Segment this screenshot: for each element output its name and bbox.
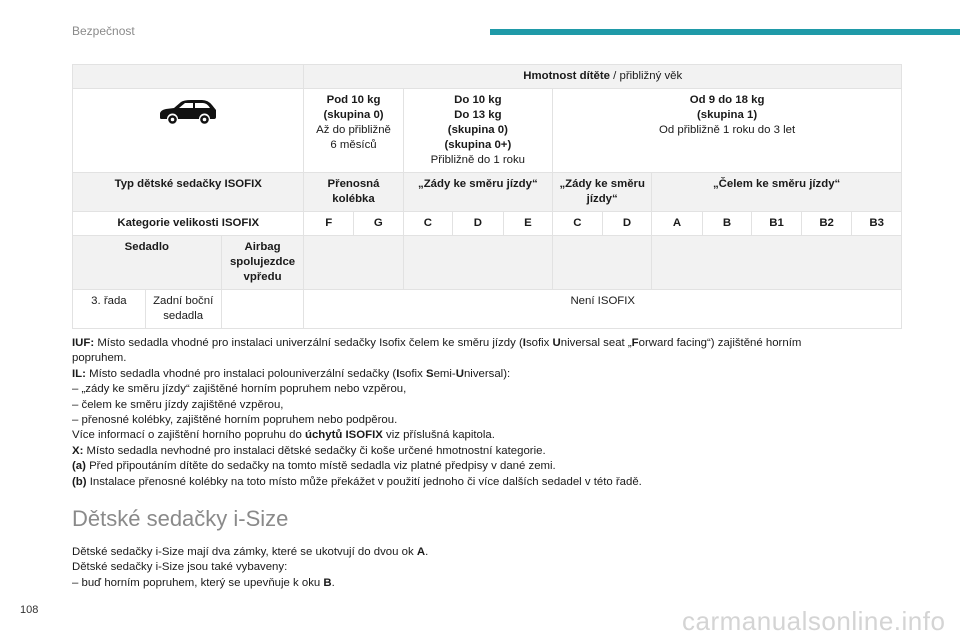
group-0plus-name-1: (skupina 0) bbox=[447, 124, 508, 136]
note-text: orward facing“) zajištěné horním bbox=[638, 337, 802, 349]
size-cell: F bbox=[304, 212, 354, 236]
note-bold: úchytů ISOFIX bbox=[305, 429, 383, 442]
group-0plus-weight-1: Do 10 kg bbox=[454, 94, 502, 106]
note-text: Instalace přenosné kolébky na toto místo může překážet v použití jednoho či více dalších sedadel v této řadě. bbox=[86, 475, 642, 488]
group-0plus-age: Přibližně do 1 roku bbox=[430, 154, 526, 166]
side-seats-label bbox=[145, 290, 221, 329]
note-text: sofix bbox=[399, 367, 426, 380]
side-seats-label-2: sedadla bbox=[163, 310, 204, 322]
isize-p3 bbox=[72, 576, 912, 591]
note-il-item-1: – „zády ke směru jízdy“ zajištěné horním popruhem nebo vzpěrou, bbox=[72, 383, 407, 396]
note-label: X: bbox=[72, 444, 84, 457]
size-cell: D bbox=[602, 212, 652, 236]
type-rear-facing-2 bbox=[553, 173, 652, 212]
body-text: Dětské sedačky i-Size mají dva zámky, které se ukotvují do dvou ok bbox=[72, 546, 417, 558]
type-carrycot-2: kolébka bbox=[332, 193, 375, 205]
note-iuf-cont: popruhem. bbox=[72, 352, 127, 365]
not-isofix-cell: Není ISOFIX bbox=[304, 290, 902, 329]
empty-cell bbox=[304, 236, 403, 290]
note-label: IL: bbox=[72, 367, 86, 380]
type-rear-facing-2-line1: „Zády ke směru bbox=[559, 178, 645, 190]
note-text: Před připoutáním dítěte do sedačky na tomto místě sedadla viz platné předpisy v dané zemi. bbox=[85, 460, 556, 473]
note-iuf bbox=[72, 336, 912, 351]
body-text: . bbox=[425, 546, 429, 558]
note-b bbox=[72, 475, 912, 490]
weight-header-rest: / přibližný věk bbox=[610, 70, 683, 82]
isize-heading: Dětské sedačky i-Size bbox=[72, 506, 289, 531]
note-il-item-3: – přenosné kolébky, zajištěné horním popruhem nebo podpěrou. bbox=[72, 414, 398, 427]
note-il-item-2: – čelem ke směru jízdy zajištěné vzpěrou, bbox=[72, 398, 284, 411]
isize-body bbox=[72, 545, 912, 591]
empty-cell bbox=[221, 290, 304, 329]
weight-header-bold: Hmotnost dítěte bbox=[523, 70, 610, 82]
size-cell: D bbox=[453, 212, 504, 236]
group-0plus-weight-2: Do 13 kg bbox=[454, 109, 502, 121]
type-forward-facing: „Čelem ke směru jízdy“ bbox=[652, 173, 902, 212]
note-label: IUF: bbox=[72, 337, 95, 349]
group-0-name: (skupina 0) bbox=[323, 109, 384, 121]
note-text: emi- bbox=[433, 367, 456, 380]
note-a bbox=[72, 459, 912, 474]
isofix-table bbox=[72, 64, 902, 329]
group-0-weight: Pod 10 kg bbox=[326, 94, 381, 106]
note-label: (a) bbox=[72, 460, 86, 473]
note-text: sofix bbox=[525, 337, 553, 349]
note-text: viz příslušná kapitola. bbox=[382, 429, 495, 442]
group-1-weight: Od 9 do 18 kg bbox=[689, 94, 765, 106]
note-bold: U bbox=[552, 337, 561, 349]
type-carrycot bbox=[304, 173, 403, 212]
note-text: niversal): bbox=[463, 367, 511, 380]
group-0plus-cell bbox=[403, 89, 553, 173]
page-number: 108 bbox=[20, 604, 39, 616]
group-1-cell bbox=[553, 89, 902, 173]
size-cell: C bbox=[553, 212, 603, 236]
empty-cell bbox=[652, 236, 902, 290]
size-cell: E bbox=[503, 212, 553, 236]
note-x bbox=[72, 444, 912, 459]
airbag-header bbox=[221, 236, 304, 290]
weight-header bbox=[304, 65, 902, 89]
group-0plus-name-2: (skupina 0+) bbox=[444, 139, 512, 151]
body-bold: B bbox=[323, 576, 332, 589]
car-icon bbox=[157, 99, 219, 130]
airbag-header-3: vpředu bbox=[243, 271, 282, 283]
airbag-header-2: spolujezdce bbox=[229, 256, 296, 268]
note-label: (b) bbox=[72, 475, 87, 488]
type-rear-facing-2-line2: jízdy“ bbox=[586, 193, 618, 205]
note-il bbox=[72, 367, 912, 382]
note-text: Místo sedadla vhodné pro instalaci univerzální sedačky Isofix čelem ke směru jízdy ( bbox=[94, 337, 523, 349]
seat-header: Sedadlo bbox=[73, 236, 222, 290]
body-text: . bbox=[331, 576, 335, 589]
body-bold: A bbox=[416, 546, 426, 558]
note-bold: F bbox=[631, 337, 639, 349]
type-carrycot-1: Přenosná bbox=[327, 178, 380, 190]
empty-cell bbox=[553, 236, 652, 290]
note-text: Více informací o zajištění horního popruhu do bbox=[72, 429, 306, 442]
isize-p1 bbox=[72, 545, 912, 560]
note-bold: U bbox=[455, 367, 464, 380]
note-text: Místo sedadla nevhodné pro instalaci dětské sedačky či koše určené hmotnostní kategorie. bbox=[83, 444, 546, 457]
car-cell bbox=[73, 89, 304, 173]
size-row-label: Kategorie velikosti ISOFIX bbox=[73, 212, 304, 236]
side-seats-label-1: Zadní boční bbox=[153, 295, 214, 307]
accent-bar bbox=[490, 29, 960, 35]
group-0-age-2: 6 měsíců bbox=[330, 139, 377, 151]
group-0-age-1: Až do přibližně bbox=[316, 124, 391, 136]
size-cell: G bbox=[354, 212, 404, 236]
group-1-name: (skupina 1) bbox=[697, 109, 758, 121]
group-0-cell bbox=[304, 89, 403, 173]
section-title: Bezpečnost bbox=[72, 24, 135, 38]
airbag-header-1: Airbag bbox=[244, 241, 281, 253]
legend-notes bbox=[72, 336, 912, 490]
empty-cell bbox=[403, 236, 553, 290]
note-bold: S bbox=[425, 367, 434, 380]
size-cell: B2 bbox=[801, 212, 852, 236]
size-cell: A bbox=[652, 212, 703, 236]
isize-p2: Dětské sedačky i-Size jsou také vybaveny: bbox=[72, 561, 288, 574]
note-bold: I bbox=[522, 337, 526, 349]
note-more-info bbox=[72, 428, 912, 443]
size-cell: B1 bbox=[752, 212, 802, 236]
watermark: carmanualsonline.info bbox=[682, 606, 946, 636]
third-row-label: 3. řada bbox=[73, 290, 146, 329]
note-text: Místo sedadla vhodné pro instalaci polouniverzální sedačky ( bbox=[85, 367, 397, 380]
body-text: – buď horním popruhem, který se upevňuje k oku bbox=[72, 576, 324, 589]
empty-corner-cell bbox=[73, 65, 304, 89]
note-bold: I bbox=[396, 367, 400, 380]
size-cell: B bbox=[702, 212, 752, 236]
group-1-age: Od přibližně 1 roku do 3 let bbox=[659, 124, 796, 136]
note-text: niversal seat „ bbox=[560, 337, 632, 349]
size-cell: C bbox=[403, 212, 453, 236]
type-rear-facing-1: „Zády ke směru jízdy“ bbox=[403, 173, 553, 212]
size-cell: B3 bbox=[852, 212, 902, 236]
type-row-label: Typ dětské sedačky ISOFIX bbox=[73, 173, 304, 212]
